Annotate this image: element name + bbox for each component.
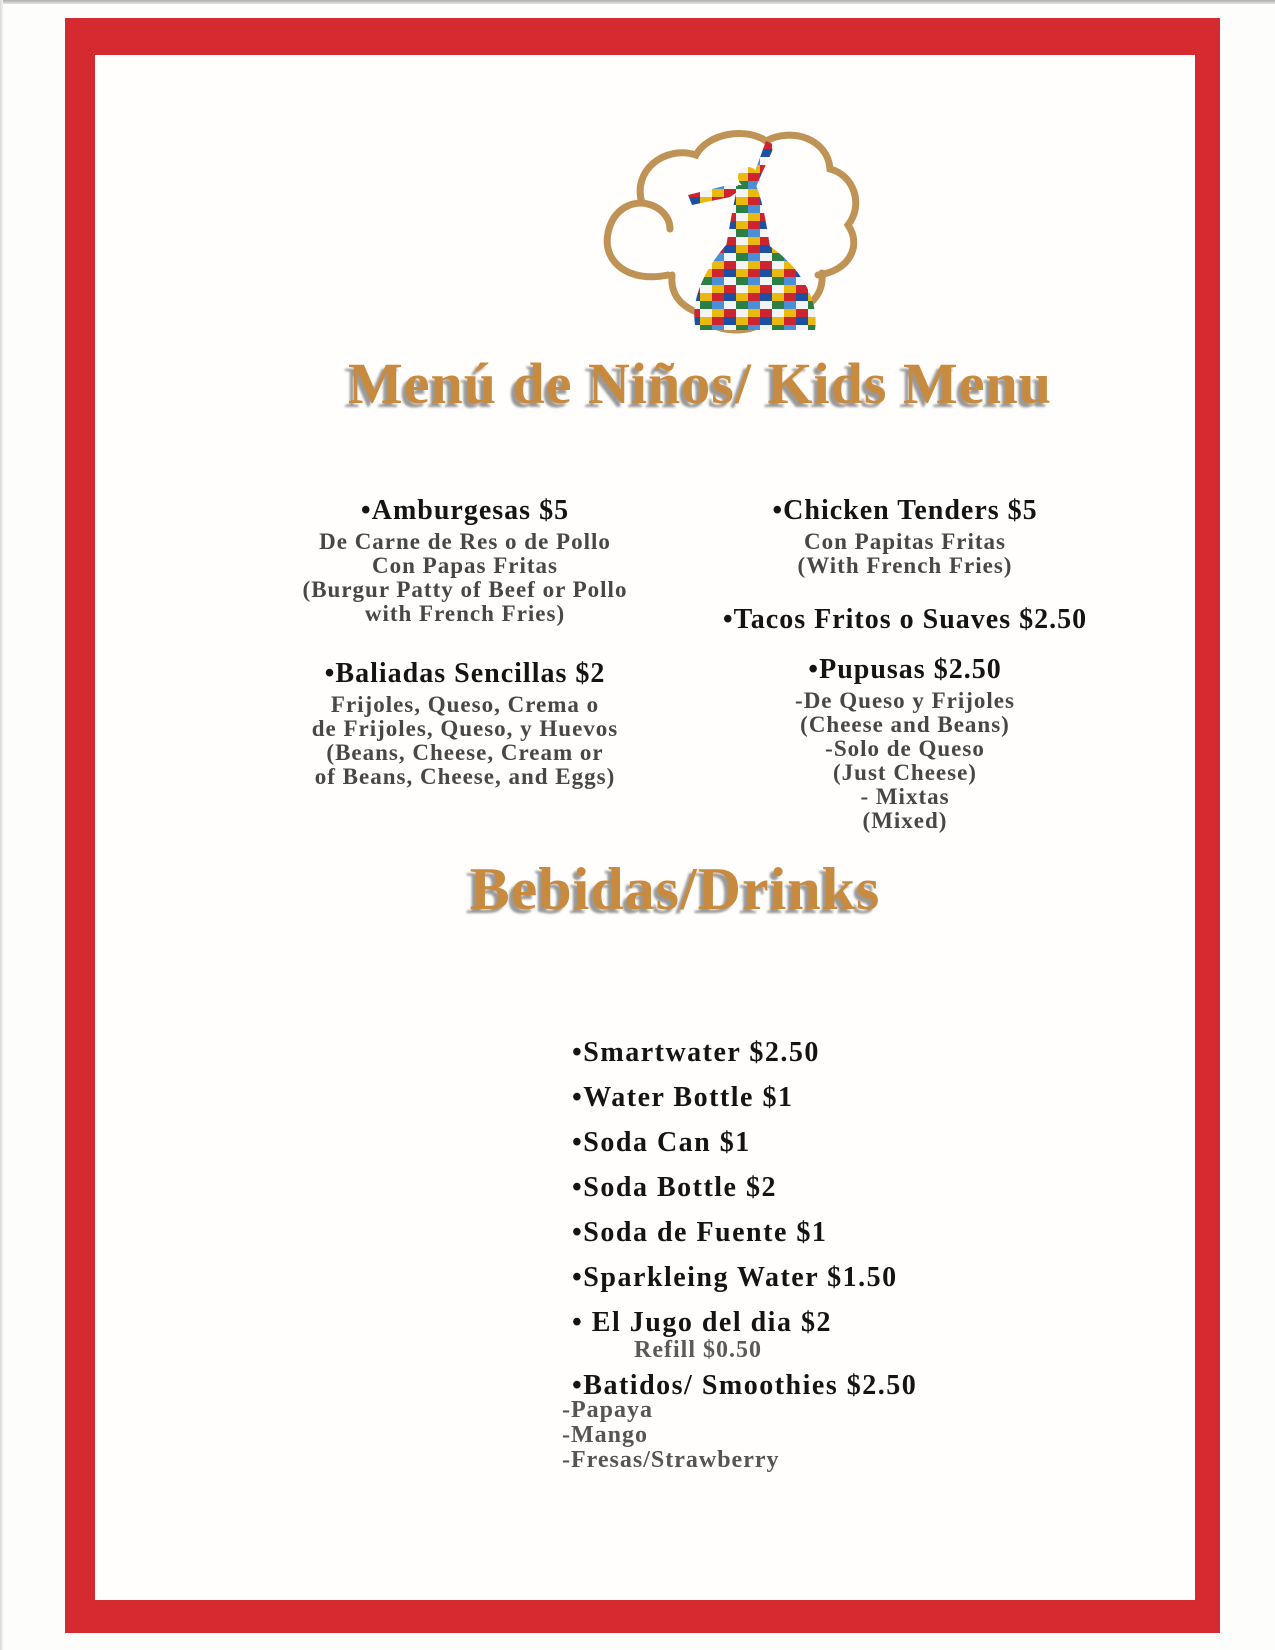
food-column-right — [695, 495, 1115, 859]
menu-item-desc-line: (Just Cheese) — [833, 760, 977, 785]
menu-item-desc-line: (With French Fries) — [797, 553, 1013, 578]
smoothie-flavor-list — [562, 1398, 1092, 1473]
smoothie-flavor: -Fresas/Strawberry — [562, 1447, 780, 1473]
menu-item-baliadas — [265, 658, 665, 789]
menu-item-desc-line: (Cheese and Beans) — [800, 712, 1010, 737]
menu-item-desc-line: (Beans, Cheese, Cream or — [326, 740, 604, 765]
menu-item-desc-line: (Burgur Patty of Beef or Pollo — [302, 577, 628, 602]
menu-item-desc-line: -Solo de Queso — [825, 736, 985, 761]
menu-item-desc-line: de Frijoles, Queso, y Huevos — [311, 716, 619, 741]
drink-item-soda-bottle: •Soda Bottle $2 — [572, 1172, 777, 1203]
menu-item-desc-line: Con Papas Fritas — [372, 553, 558, 578]
menu-item-desc-line: of Beans, Cheese, and Eggs) — [314, 764, 616, 789]
scan-edge-artifact — [0, 0, 1275, 4]
food-column-left — [265, 495, 665, 821]
menu-item-desc-line: -De Queso y Frijoles — [795, 688, 1015, 713]
menu-item-chicken-tenders — [695, 495, 1115, 578]
drinks-section-title: Bebidas/Drinks — [469, 856, 881, 922]
restaurant-logo — [575, 125, 905, 350]
menu-item-label: •Chicken Tenders $5 — [772, 495, 1038, 526]
scan-edge-artifact-left — [0, 0, 3, 1650]
smoothie-flavor: -Mango — [562, 1422, 648, 1448]
menu-item-desc-line: Frijoles, Queso, Crema o — [330, 692, 600, 717]
menu-item-label: •Amburgesas $5 — [360, 495, 570, 526]
drink-item-sparkling-water: •Sparkleing Water $1.50 — [572, 1262, 898, 1293]
drink-refill-note: Refill $0.50 — [634, 1337, 762, 1363]
menu-item-desc-line: (Mixed) — [862, 808, 948, 833]
drink-item-smartwater: •Smartwater $2.50 — [572, 1037, 820, 1068]
drink-item-soda-can: •Soda Can $1 — [572, 1127, 751, 1158]
drink-item-soda-de-fuente: •Soda de Fuente $1 — [572, 1217, 828, 1248]
drinks-list — [562, 1037, 1092, 1473]
smoothie-flavor: -Papaya — [562, 1397, 653, 1423]
menu-item-label: •Pupusas $2.50 — [808, 654, 1002, 685]
red-menu-border-frame — [65, 18, 1220, 1633]
menu-item-tacos — [695, 604, 1115, 636]
menu-item-desc-line: - Mixtas — [860, 784, 950, 809]
drink-item-jugo-del-dia: • El Jugo del dia $2 — [572, 1307, 832, 1338]
menu-item-desc-line: Con Papitas Fritas — [804, 529, 1006, 554]
chef-hat-flags-icon — [580, 125, 900, 345]
menu-item-pupusas — [695, 654, 1115, 833]
menu-item-desc-line: with French Fries) — [364, 601, 566, 626]
menu-item-amburgesas — [265, 495, 665, 626]
drink-item-batidos-smoothies: •Batidos/ Smoothies $2.50 — [572, 1370, 918, 1401]
menu-item-desc-line: De Carne de Res o de Pollo — [319, 529, 611, 554]
menu-item-label: •Tacos Fritos o Suaves $2.50 — [722, 604, 1088, 635]
drink-item-water-bottle: •Water Bottle $1 — [572, 1082, 794, 1113]
menu-item-label: •Baliadas Sencillas $2 — [324, 658, 606, 689]
page-title: Menú de Niños/ Kids Menu — [348, 351, 1052, 416]
